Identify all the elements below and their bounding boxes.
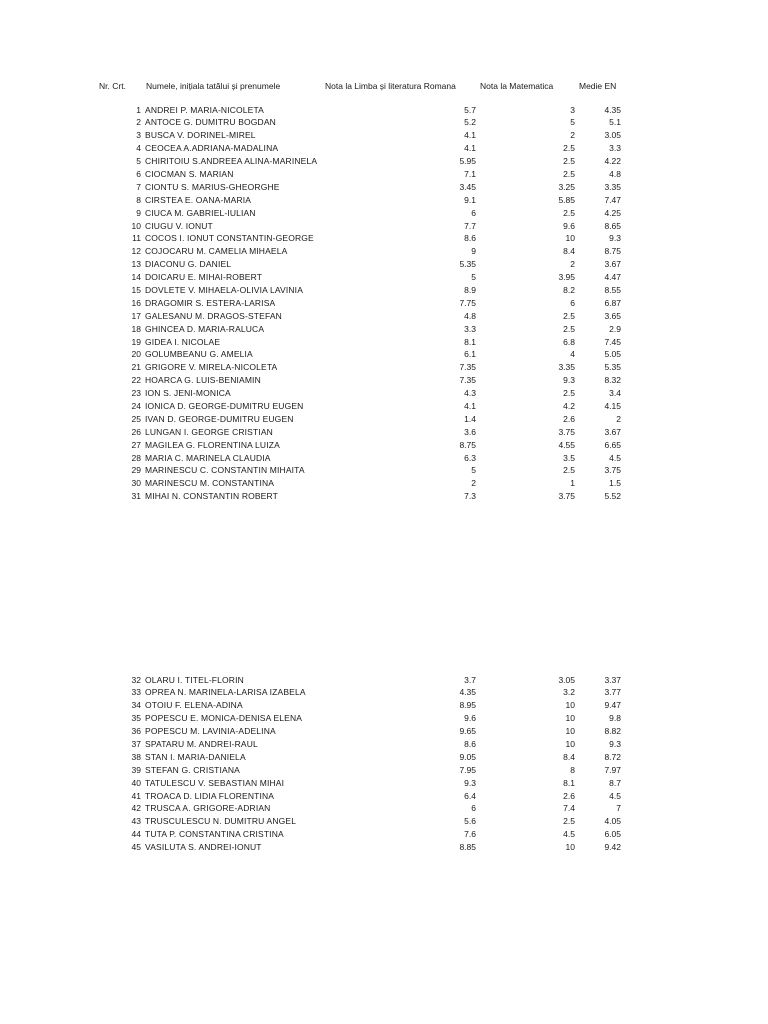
row-number: 22 <box>131 375 141 386</box>
math-grade: 8.4 <box>563 751 575 762</box>
average-grade: 9.3 <box>609 738 621 749</box>
student-name: TRUSCA A. GRIGORE-ADRIAN <box>145 803 271 814</box>
student-name: GOLUMBEANU G. AMELIA <box>145 349 253 360</box>
table-row <box>0 374 768 387</box>
math-grade: 2.5 <box>563 168 575 179</box>
math-grade: 4 <box>570 349 575 360</box>
row-number: 16 <box>131 297 141 308</box>
student-name: DOICARU E. MIHAI-ROBERT <box>145 272 263 283</box>
average-grade: 6.65 <box>604 439 621 450</box>
math-grade: 2.5 <box>563 156 575 167</box>
average-grade: 3.3 <box>609 143 621 154</box>
romanian-grade: 2 <box>471 478 476 489</box>
average-grade: 7 <box>616 803 621 814</box>
header-romanian-grade: Nota la Limba și literatura Romana <box>325 81 456 91</box>
math-grade: 2.6 <box>563 413 575 424</box>
romanian-grade: 9.1 <box>464 194 476 205</box>
row-number: 33 <box>131 687 141 698</box>
row-number: 32 <box>131 674 141 685</box>
row-number: 24 <box>131 400 141 411</box>
student-name: POPESCU E. MONICA-DENISA ELENA <box>145 713 303 724</box>
table-row <box>0 323 768 336</box>
table-row <box>0 802 768 815</box>
row-number: 12 <box>131 246 141 257</box>
average-grade: 4.22 <box>604 156 621 167</box>
math-grade: 3.75 <box>558 491 575 502</box>
math-grade: 8.2 <box>563 284 575 295</box>
average-grade: 3.4 <box>609 388 621 399</box>
student-name: MARIA C. MARINELA CLAUDIA <box>145 452 271 463</box>
math-grade: 3.05 <box>558 674 575 685</box>
romanian-grade: 8.6 <box>464 738 476 749</box>
student-name: COJOCARU M. CAMELIA MIHAELA <box>145 246 288 257</box>
math-grade: 3.75 <box>558 426 575 437</box>
romanian-grade: 8.85 <box>459 842 476 853</box>
table-row <box>0 439 768 452</box>
table-row <box>0 155 768 168</box>
student-name: TATULESCU V. SEBASTIAN MIHAI <box>145 777 285 788</box>
table-row <box>0 790 768 803</box>
romanian-grade: 7.35 <box>459 362 476 373</box>
math-grade: 10 <box>565 738 575 749</box>
row-number: 3 <box>136 130 141 141</box>
average-grade: 4.47 <box>604 272 621 283</box>
romanian-grade: 8.95 <box>459 700 476 711</box>
student-name: ANDREI P. MARIA-NICOLETA <box>145 104 265 115</box>
average-grade: 8.72 <box>604 751 621 762</box>
row-number: 30 <box>131 478 141 489</box>
average-grade: 4.35 <box>604 104 621 115</box>
row-number: 11 <box>132 233 141 244</box>
average-grade: 4.25 <box>604 207 621 218</box>
row-number: 1 <box>136 104 141 115</box>
table-row <box>0 116 768 129</box>
student-name: TUTA P. CONSTANTINA CRISTINA <box>145 829 284 840</box>
student-name: STAN I. MARIA-DANIELA <box>145 751 246 762</box>
table-row <box>0 348 768 361</box>
average-grade: 9.3 <box>609 233 621 244</box>
table-row <box>0 220 768 233</box>
math-grade: 3.5 <box>563 452 575 463</box>
romanian-grade: 7.3 <box>464 491 476 502</box>
table-row <box>0 777 768 790</box>
average-grade: 4.05 <box>604 816 621 827</box>
student-name: STEFAN G. CRISTIANA <box>145 764 240 775</box>
table-row <box>0 258 768 271</box>
romanian-grade: 7.95 <box>459 764 476 775</box>
student-name: GHINCEA D. MARIA-RALUCA <box>145 323 265 334</box>
romanian-grade: 7.35 <box>459 375 476 386</box>
math-grade: 2.5 <box>563 388 575 399</box>
row-number: 38 <box>131 751 141 762</box>
math-grade: 10 <box>565 842 575 853</box>
row-number: 25 <box>131 413 141 424</box>
student-name: CIOCMAN S. MARIAN <box>145 168 234 179</box>
math-grade: 8 <box>570 764 575 775</box>
table-row <box>0 490 768 503</box>
average-grade: 6.87 <box>604 297 621 308</box>
average-grade: 9.47 <box>604 700 621 711</box>
math-grade: 9.6 <box>563 220 575 231</box>
average-grade: 4.5 <box>609 790 621 801</box>
student-name: MIHAI N. CONSTANTIN ROBERT <box>145 491 278 502</box>
row-number: 26 <box>131 426 141 437</box>
table-row <box>0 168 768 181</box>
table-row <box>0 142 768 155</box>
student-name: LUNGAN I. GEORGE CRISTIAN <box>145 426 273 437</box>
romanian-grade: 4.1 <box>464 143 476 154</box>
average-grade: 8.65 <box>604 220 621 231</box>
romanian-grade: 6 <box>471 207 476 218</box>
romanian-grade: 6.4 <box>464 790 476 801</box>
romanian-grade: 7.6 <box>464 829 476 840</box>
student-name: OLARU I. TITEL-FLORIN <box>145 674 244 685</box>
row-number: 8 <box>136 194 141 205</box>
student-name: MARINESCU C. CONSTANTIN MIHAITA <box>145 465 305 476</box>
math-grade: 1 <box>570 478 575 489</box>
average-grade: 3.67 <box>604 426 621 437</box>
row-number: 36 <box>131 726 141 737</box>
average-grade: 3.75 <box>604 465 621 476</box>
table-row <box>0 129 768 142</box>
row-number: 35 <box>131 713 141 724</box>
table-row <box>0 764 768 777</box>
table-row <box>0 452 768 465</box>
table-row <box>0 245 768 258</box>
average-grade: 9.42 <box>604 842 621 853</box>
average-grade: 2.9 <box>609 323 621 334</box>
student-name: POPESCU M. LAVINIA-ADELINA <box>145 726 276 737</box>
table-row <box>0 725 768 738</box>
average-grade: 5.05 <box>604 349 621 360</box>
row-number: 7 <box>136 181 141 192</box>
math-grade: 2.6 <box>563 790 575 801</box>
romanian-grade: 1.4 <box>464 413 476 424</box>
math-grade: 10 <box>565 700 575 711</box>
student-name: ION S. JENI-MONICA <box>145 388 231 399</box>
math-grade: 7.4 <box>563 803 575 814</box>
average-grade: 9.8 <box>609 713 621 724</box>
average-grade: 3.65 <box>604 310 621 321</box>
row-number: 13 <box>131 259 141 270</box>
table-row <box>0 738 768 751</box>
romanian-grade: 6 <box>471 803 476 814</box>
row-number: 14 <box>131 272 141 283</box>
average-grade: 8.55 <box>604 284 621 295</box>
results-table-part-2 <box>0 674 768 854</box>
student-name: IVAN D. GEORGE-DUMITRU EUGEN <box>145 413 294 424</box>
student-name: IONICA D. GEORGE-DUMITRU EUGEN <box>145 400 304 411</box>
math-grade: 2.5 <box>563 207 575 218</box>
average-grade: 4.15 <box>604 400 621 411</box>
romanian-grade: 9 <box>471 246 476 257</box>
romanian-grade: 8.9 <box>464 284 476 295</box>
romanian-grade: 4.1 <box>464 400 476 411</box>
row-number: 39 <box>131 764 141 775</box>
romanian-grade: 5.35 <box>459 259 476 270</box>
average-grade: 8.75 <box>604 246 621 257</box>
math-grade: 3.25 <box>558 181 575 192</box>
table-row <box>0 181 768 194</box>
table-row <box>0 207 768 220</box>
math-grade: 6.8 <box>563 336 575 347</box>
table-row <box>0 310 768 323</box>
romanian-grade: 4.8 <box>464 310 476 321</box>
table-row <box>0 815 768 828</box>
row-number: 4 <box>136 143 141 154</box>
student-name: DOVLETE V. MIHAELA-OLIVIA LAVINIA <box>145 284 304 295</box>
row-number: 34 <box>131 700 141 711</box>
table-row <box>0 336 768 349</box>
table-row <box>0 464 768 477</box>
row-number: 41 <box>131 790 141 801</box>
header-student-name: Numele, inițiala tatălui și prenumele <box>146 81 281 91</box>
average-grade: 7.45 <box>604 336 621 347</box>
average-grade: 3.77 <box>604 687 621 698</box>
table-row <box>0 828 768 841</box>
math-grade: 8.4 <box>563 246 575 257</box>
romanian-grade: 5.2 <box>464 117 476 128</box>
average-grade: 8.7 <box>609 777 621 788</box>
romanian-grade: 9.6 <box>464 713 476 724</box>
average-grade: 3.05 <box>604 130 621 141</box>
romanian-grade: 9.05 <box>459 751 476 762</box>
row-number: 42 <box>131 803 141 814</box>
student-name: GIDEA I. NICOLAE <box>145 336 221 347</box>
student-name: GALESANU M. DRAGOS-STEFAN <box>145 310 282 321</box>
table-row <box>0 361 768 374</box>
romanian-grade: 7.7 <box>464 220 476 231</box>
math-grade: 3.95 <box>558 272 575 283</box>
romanian-grade: 5.95 <box>459 156 476 167</box>
romanian-grade: 8.75 <box>459 439 476 450</box>
romanian-grade: 6.3 <box>464 452 476 463</box>
row-number: 21 <box>131 362 141 373</box>
math-grade: 2.5 <box>563 310 575 321</box>
table-row <box>0 699 768 712</box>
row-number: 45 <box>131 842 141 853</box>
romanian-grade: 5 <box>471 272 476 283</box>
table-row <box>0 297 768 310</box>
row-number: 27 <box>131 439 141 450</box>
table-row <box>0 712 768 725</box>
student-name: GRIGORE V. MIRELA-NICOLETA <box>145 362 278 373</box>
math-grade: 2.5 <box>563 143 575 154</box>
table-row <box>0 232 768 245</box>
student-name: HOARCA G. LUIS-BENIAMIN <box>145 375 261 386</box>
row-number: 31 <box>131 491 141 502</box>
romanian-grade: 8.6 <box>464 233 476 244</box>
student-name: CHIRITOIU S.ANDREEA ALINA-MARINELA <box>145 156 318 167</box>
row-number: 23 <box>131 388 141 399</box>
student-name: DIACONU G. DANIEL <box>145 259 232 270</box>
table-row <box>0 400 768 413</box>
row-number: 18 <box>131 323 141 334</box>
row-number: 6 <box>136 168 141 179</box>
romanian-grade: 9.3 <box>464 777 476 788</box>
romanian-grade: 5.7 <box>464 104 476 115</box>
romanian-grade: 7.1 <box>464 168 476 179</box>
average-grade: 4.5 <box>609 452 621 463</box>
table-row <box>0 477 768 490</box>
student-name: CIONTU S. MARIUS-GHEORGHE <box>145 181 280 192</box>
math-grade: 9.3 <box>563 375 575 386</box>
header-nr-crt: Nr. Crt. <box>99 81 126 91</box>
student-name: TROACA D. LIDIA FLORENTINA <box>145 790 275 801</box>
row-number: 40 <box>131 777 141 788</box>
romanian-grade: 9.65 <box>459 726 476 737</box>
romanian-grade: 3.3 <box>464 323 476 334</box>
average-grade: 5.52 <box>604 491 621 502</box>
results-table-part-1 <box>0 104 768 504</box>
average-grade: 4.8 <box>609 168 621 179</box>
average-grade: 5.35 <box>604 362 621 373</box>
math-grade: 8.1 <box>563 777 575 788</box>
student-name: MARINESCU M. CONSTANTINA <box>145 478 275 489</box>
row-number: 2 <box>136 117 141 128</box>
row-number: 37 <box>131 738 141 749</box>
student-name: VASILUTA S. ANDREI-IONUT <box>145 842 262 853</box>
math-grade: 2 <box>570 259 575 270</box>
student-name: CEOCEA A.ADRIANA-MADALINA <box>145 143 279 154</box>
average-grade: 8.32 <box>604 375 621 386</box>
student-name: ANTOCE G. DUMITRU BOGDAN <box>145 117 276 128</box>
math-grade: 2.5 <box>563 323 575 334</box>
student-name: MAGILEA G. FLORENTINA LUIZA <box>145 439 280 450</box>
row-number: 43 <box>131 816 141 827</box>
math-grade: 2.5 <box>563 465 575 476</box>
student-name: DRAGOMIR S. ESTERA-LARISA <box>145 297 276 308</box>
math-grade: 4.55 <box>558 439 575 450</box>
romanian-grade: 6.1 <box>464 349 476 360</box>
table-row <box>0 426 768 439</box>
table-row <box>0 104 768 117</box>
romanian-grade: 3.6 <box>464 426 476 437</box>
row-number: 29 <box>131 465 141 476</box>
table-row <box>0 284 768 297</box>
student-name: SPATARU M. ANDREI-RAUL <box>145 738 258 749</box>
table-row <box>0 387 768 400</box>
table-row <box>0 674 768 687</box>
average-grade: 7.97 <box>604 764 621 775</box>
romanian-grade: 5.6 <box>464 816 476 827</box>
average-grade: 8.82 <box>604 726 621 737</box>
romanian-grade: 8.1 <box>464 336 476 347</box>
math-grade: 2.5 <box>563 816 575 827</box>
math-grade: 2 <box>570 130 575 141</box>
table-row <box>0 686 768 699</box>
table-row <box>0 413 768 426</box>
average-grade: 3.67 <box>604 259 621 270</box>
row-number: 19 <box>131 336 141 347</box>
average-grade: 1.5 <box>609 478 621 489</box>
math-grade: 3 <box>570 104 575 115</box>
average-grade: 5.1 <box>609 117 621 128</box>
row-number: 15 <box>131 284 141 295</box>
math-grade: 5.85 <box>558 194 575 205</box>
row-number: 9 <box>136 207 141 218</box>
average-grade: 6.05 <box>604 829 621 840</box>
student-name: COCOS I. IONUT CONSTANTIN-GEORGE <box>145 233 314 244</box>
table-row <box>0 841 768 854</box>
math-grade: 10 <box>565 713 575 724</box>
romanian-grade: 5 <box>471 465 476 476</box>
student-name: OTOIU F. ELENA-ADINA <box>145 700 243 711</box>
student-name: BUSCA V. DORINEL-MIREL <box>145 130 256 141</box>
math-grade: 3.2 <box>563 687 575 698</box>
row-number: 10 <box>131 220 141 231</box>
row-number: 28 <box>131 452 141 463</box>
math-grade: 4.5 <box>563 829 575 840</box>
math-grade: 4.2 <box>563 400 575 411</box>
row-number: 44 <box>131 829 141 840</box>
romanian-grade: 7.75 <box>459 297 476 308</box>
table-row <box>0 751 768 764</box>
romanian-grade: 3.7 <box>464 674 476 685</box>
student-name: CIUGU V. IONUT <box>145 220 213 231</box>
student-name: CIRSTEA E. OANA-MARIA <box>145 194 252 205</box>
row-number: 5 <box>136 156 141 167</box>
romanian-grade: 4.1 <box>464 130 476 141</box>
math-grade: 5 <box>570 117 575 128</box>
average-grade: 2 <box>616 413 621 424</box>
math-grade: 6 <box>570 297 575 308</box>
student-name: TRUSCULESCU N. DUMITRU ANGEL <box>145 816 297 827</box>
math-grade: 3.35 <box>558 362 575 373</box>
table-row <box>0 194 768 207</box>
header-math-grade: Nota la Matematica <box>480 81 554 91</box>
average-grade: 3.35 <box>604 181 621 192</box>
student-name: OPREA N. MARINELA-LARISA IZABELA <box>145 687 306 698</box>
table-row <box>0 271 768 284</box>
student-name: CIUCA M. GABRIEL-IULIAN <box>145 207 256 218</box>
header-average: Medie EN <box>579 81 617 91</box>
math-grade: 10 <box>565 233 575 244</box>
romanian-grade: 3.45 <box>459 181 476 192</box>
romanian-grade: 4.35 <box>459 687 476 698</box>
row-number: 20 <box>131 349 141 360</box>
average-grade: 3.37 <box>604 674 621 685</box>
row-number: 17 <box>131 310 141 321</box>
math-grade: 10 <box>565 726 575 737</box>
average-grade: 7.47 <box>604 194 621 205</box>
romanian-grade: 4.3 <box>464 388 476 399</box>
